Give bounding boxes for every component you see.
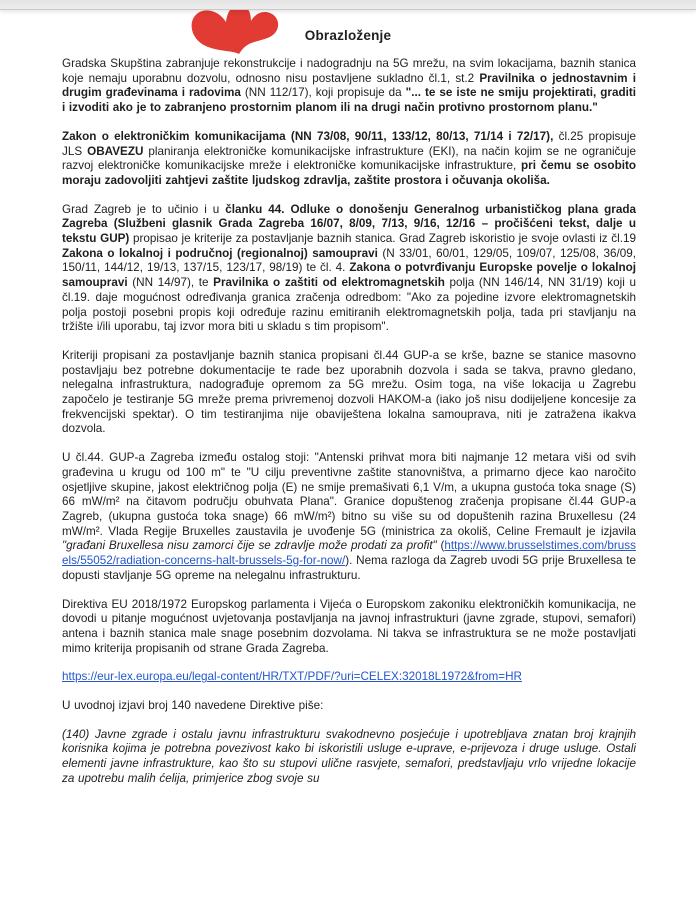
text-run: (NN 112/17), koji propisuje da [240,86,406,100]
text-run: pri čemu se osobito moraju zadovoljiti zahtjevi zaštite ljudskog zdravlja, zaštite prostora i očuvanja okoliša. [62,159,636,187]
text-run: (N 33/01, 60/01, 129/05, 109/07, 125/08, 36/09, 150/11, 144/12, 19/13, 137/15, 123/17, 98/19) te čl. 4. [62,246,636,275]
text-run: U čl.44. GUP-a Zagreba između ostalog stoji: "Antenski prihvat mora biti najmanje 12 metara viši od svih građevina u krugu od 100 m" te "U cilju preventivne zaštite stanovništva, a primarno djece kao naročito osjetljive skupine, jakost električnog polja (E) ne smije premašivati 6,1 V/m, a ukupna gustoća toka snage (S) 66 mW/m² na čitavom području obuhvata Plana". Granice dopuštenog zračenja propisane čl.44 GUP-a Zagreb, (ukupna gustoća toka snage) 66 mW/m²) bitno su više su od dopuštenih razina Bruxellesu (24 mW/m². Vlada Regije Bruxelles zaustavila je uvođenje 5G (ministrica za okoliš, Celine Fremault je izjavila [62,451,636,538]
paragraph-recital-140 [62,728,636,787]
text-run: Zakona o potvrđivanju Europske povelje o lokalnoj samoupravi [62,261,636,290]
text-run: Zakon o elektroničkim komunikacijama (NN 73/08, 90/11, 133/12, 80/13, 71/14 i 72/17), [62,129,554,143]
paragraph-direktiva-eu [62,598,636,657]
text-run: Zakona o lokalnoj i područnoj (regionalnoj) samoupravi [62,246,378,260]
paragraph-uvodna-izjava-lead [62,699,636,714]
paragraph-kriteriji-krse [62,349,636,437]
text-run: (140) Javne zgrade i ostalu javnu infrastrukturu svakodnevno posjećuje i upotrebljava znatan broj krajnjih korisnika kojima je potrebna povezivost kako bi iskoristili usluge e-uprave, e-prijevoza i druge usluge. Ostali elementi javne infrastrukture, kao što su stupovi ulične rasvjete, semafori, predstavljaju vrlo vrijedne lokacije za upotrebu malih ćelija, primjerice zbog svoje su [62,727,636,785]
paragraph-grad-zagreb-gup [62,203,636,335]
document-body [62,57,636,801]
paragraph-gradska-skupstina [62,57,636,116]
text-run: "građani Bruxellesa nisu zamorci čije se zdravlje može prodati za profit" [62,539,437,553]
red-paw-logo [185,2,285,60]
text-run: ). Nema razloga da Zagreb uvodi 5G prije Bruxellesa te dopusti stavljanje 5G opreme na nelegalnu infrastrukturu. [62,554,636,582]
text-run: (NN 14/97), te [127,276,214,290]
red-paw-logo-shape [192,5,279,54]
text-run: čl.25 propisuje JLS [62,129,636,158]
hyperlink[interactable]: https://eur-lex.europa.eu/legal-content/HR/TXT/PDF/?uri=CELEX:32018L1972&from=HR [62,670,522,684]
text-run: OBAVEZU [87,144,144,158]
text-run: Pravilnika o zaštiti od elektromagnetskih [213,276,445,290]
text-run: propisao je kriterije za postavljanje baznih stanica. Grad Zagreb iskoristio je svoje ovlasti iz čl.19 [129,232,636,246]
text-run: planiranja elektroničke komunikacijske infrastrukture (EKI), na način kojim se ne ograničuje razvoj elektroničke komunikacijske mreže i elektroničke komunikacijske infrastrukture, [62,144,636,173]
text-run: Pravilnika o jednostavnim i drugim građevinama i radovima [62,71,637,100]
text-run: polja (NN 146/14, NN 31/19) koji u čl.19. daje mogućnost određivanja granica zračenja odredbom: "Ako za pojedine izvore elektromagnetskih polja postoji posebni propis koji određuje razinu emitiranih elektromagnetskih polja, tada pri stavljanju na tržište i/ili uporabu, taj izvor mora biti u skladu s tim propisom". [62,276,636,334]
paragraph-zakon-o-elektronickim-komunikacijama [62,130,636,189]
text-run: Kriteriji propisani za postavljanje baznih stanica propisani čl.44 GUP-a se krše, bazne se stanice masovno postavljaju bez potrebne dokumentacije te rade bez uporabnih dozvola i sada se takva, pravno gledano, nelegalna infrastruktura, nadograđuje opremom za 5G mrežu. Osim toga, na više lokacija u Zagrebu započelo je testiranje 5G mreže prema privremenoj dozvoli HAKOM-a (iako još nisu dodijeljene koncesije za frekvencijski spektar). O tim testiranjima nije obaviještena lokalna samouprava, niti je zatražena ikakva dozvola. [62,348,636,436]
text-run: ( [436,539,445,553]
text-run: "... te se iste ne smiju projektirati, graditi i izvoditi ako je to zabranjeno prostornim planom ili na drugi način protivno prostornom planu." [62,86,636,115]
text-run: Grad Zagreb je to učinio i u [62,202,226,216]
paragraph-eurlex-link [62,670,636,685]
text-run: Direktiva EU 2018/1972 Europskog parlamenta i Vijeća o Europskom zakoniku elektroničkih komunikacija, ne dovodi u pitanje mogućnost uvjetovanja postavljanja na javnoj infrastrukturi (javne zgrade, stupovi, semafori) antena i baznih stanica male snage posebnim dozvolama. Ni takva se infrastruktura se ne može postavljati mimo kriterija propisanih od strane Grada Zagreba. [62,597,636,655]
text-run: Gradska Skupština zabranjuje rekonstrukcije i nadogradnju na 5G mrežu, na svim lokacijama, baznih stanica koje nemaju uporabnu dozvolu, odnosno nisu postavljene sukladno čl.1, st.2 [62,57,636,85]
text-run: U uvodnoj izjavi broj 140 navedene Direktive piše: [62,699,324,713]
top-gray-bar [0,0,696,10]
hyperlink[interactable]: https://www.brusselstimes.com/brussels/55052/radiation-concerns-halt-brussels-5g-for-now/ [62,539,636,568]
paragraph-cl44-bruxelles [62,451,636,583]
document-title: Obrazloženje [304,28,392,43]
text-run: članku 44. Odluke o donošenju Generalnog urbanističkog plana grada Zagreba (Službeni glasnik Grada Zagreba 16/07, 8/09, 7/13, 9/16, 12/16 – pročišćeni tekst, dalje u tekstu GUP) [62,202,636,246]
